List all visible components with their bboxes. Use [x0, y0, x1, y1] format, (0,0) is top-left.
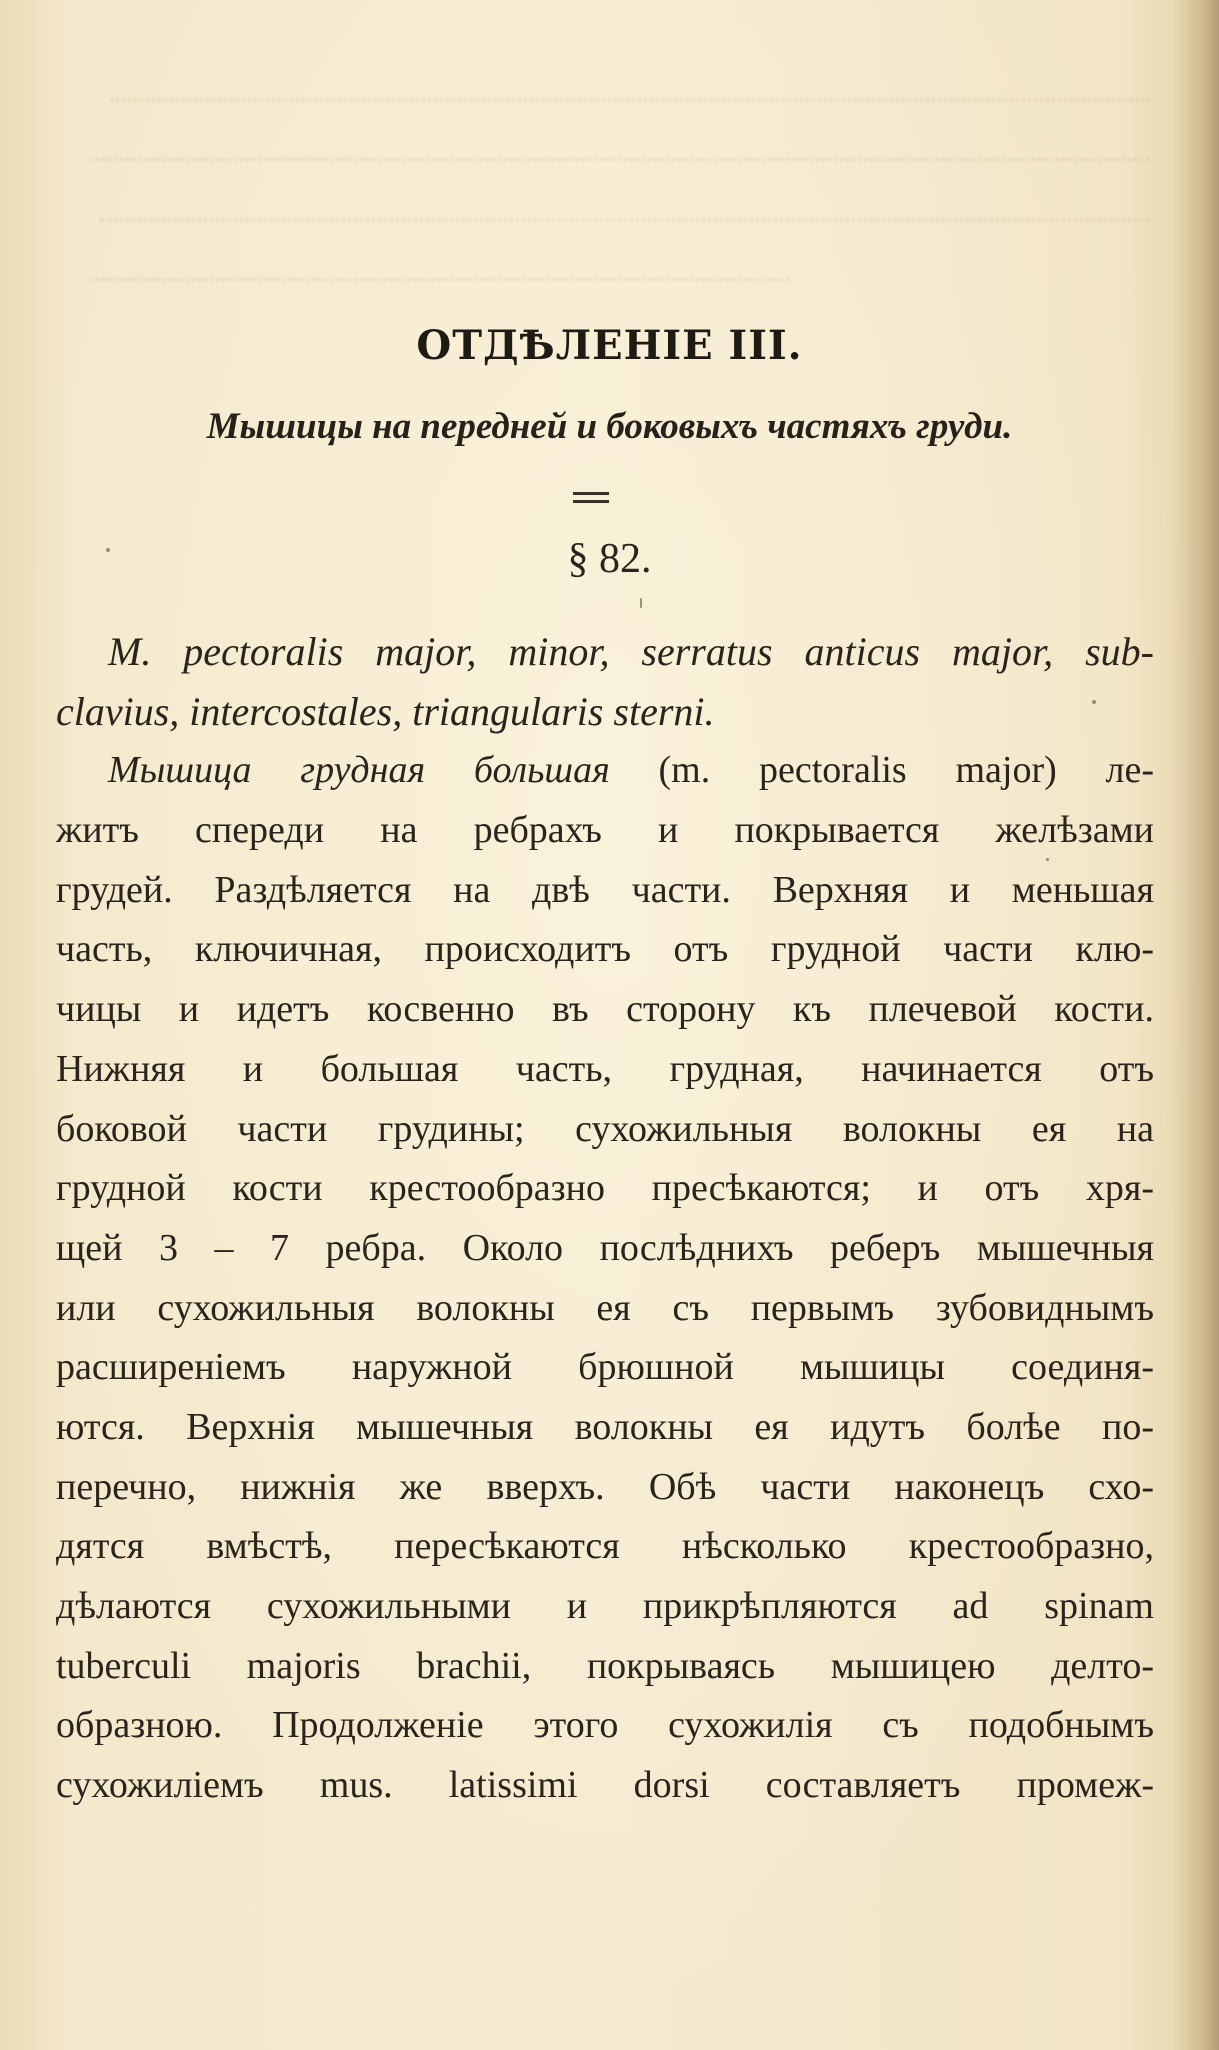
latin-heading-line-2: clavius, intercostales, triangularis sterni.	[56, 688, 715, 734]
first-line-rest: (m. pectoralis major) ле-	[658, 749, 1155, 792]
paragraph-line: житъ спереди на ребрахъ и покрывается желѣзами	[56, 809, 1154, 852]
paragraph-line: расширенiемъ наружной брюшной мышицы соединя-	[56, 1346, 1154, 1389]
section-number: § 82.	[567, 536, 652, 582]
paragraph-line: сухожилiемъ mus. latissimi dorsi составляетъ промеж-	[56, 1764, 1154, 1807]
paragraph-line: чицы и идетъ косвенно въ сторону къ плечевой кости.	[56, 988, 1154, 1031]
latin-heading-line-1: M. pectoralis major, minor, serratus anticus major, sub-	[108, 629, 1154, 674]
paragraph-line: щей 3 – 7 ребра. Около послѣднихъ реберъ мышечныя	[56, 1226, 1154, 1269]
paragraph-line: ются. Верхнiя мышечныя волокны ея идутъ болѣе по-	[56, 1405, 1154, 1448]
paragraph-line: грудной кости крестообразно пресѣкаются; и отъ хря-	[56, 1167, 1154, 1210]
paragraph-line: tuberculi majoris brachii, покрываясь мышицею делто-	[56, 1644, 1154, 1687]
paragraph-line: образною. Продолженiе этого сухожилiя съ подобнымъ	[56, 1704, 1154, 1747]
paragraph-line: дѣлаются сухожильными и прикрѣпляются ad spinam	[56, 1585, 1154, 1627]
chapter-heading: ОТДѢЛЕНІЕ III.	[416, 322, 803, 369]
paragraph-line: перечно, нижнiя же вверхъ. Обѣ части наконецъ схо-	[56, 1465, 1154, 1508]
paragraph-first-line	[56, 741, 1154, 801]
paragraph-line: боковой части грудины; сухожильныя волокны ея на	[56, 1107, 1154, 1150]
paper-speck	[1046, 858, 1049, 861]
show-through-bleed	[70, 70, 1150, 310]
chapter-subheading: Мышицы на передней и боковыхъ частяхъ груди.	[206, 406, 1013, 447]
double-rule-divider	[573, 492, 609, 505]
body-text	[56, 622, 1154, 1816]
page-edge-shadow	[1173, 0, 1219, 2050]
paper-speck	[640, 598, 642, 608]
paragraph-line: дятся вмѣстѣ, пересѣкаются нѣсколько крестообразно,	[56, 1525, 1154, 1568]
paper-speck	[1092, 700, 1096, 704]
paragraph-line: часть, ключичная, происходитъ отъ грудной части клю-	[56, 928, 1154, 971]
paragraph-line: Нижняя и большая часть, грудная, начинается отъ	[56, 1047, 1154, 1090]
paper-speck	[106, 548, 110, 552]
paragraph-line: или сухожильныя волокны ея съ первымъ зубовиднымъ	[56, 1286, 1154, 1329]
paragraph-line: грудей. Раздѣляется на двѣ части. Верхняя и меньшая	[56, 868, 1154, 911]
term-italic: Мышица грудная большая	[108, 749, 610, 792]
